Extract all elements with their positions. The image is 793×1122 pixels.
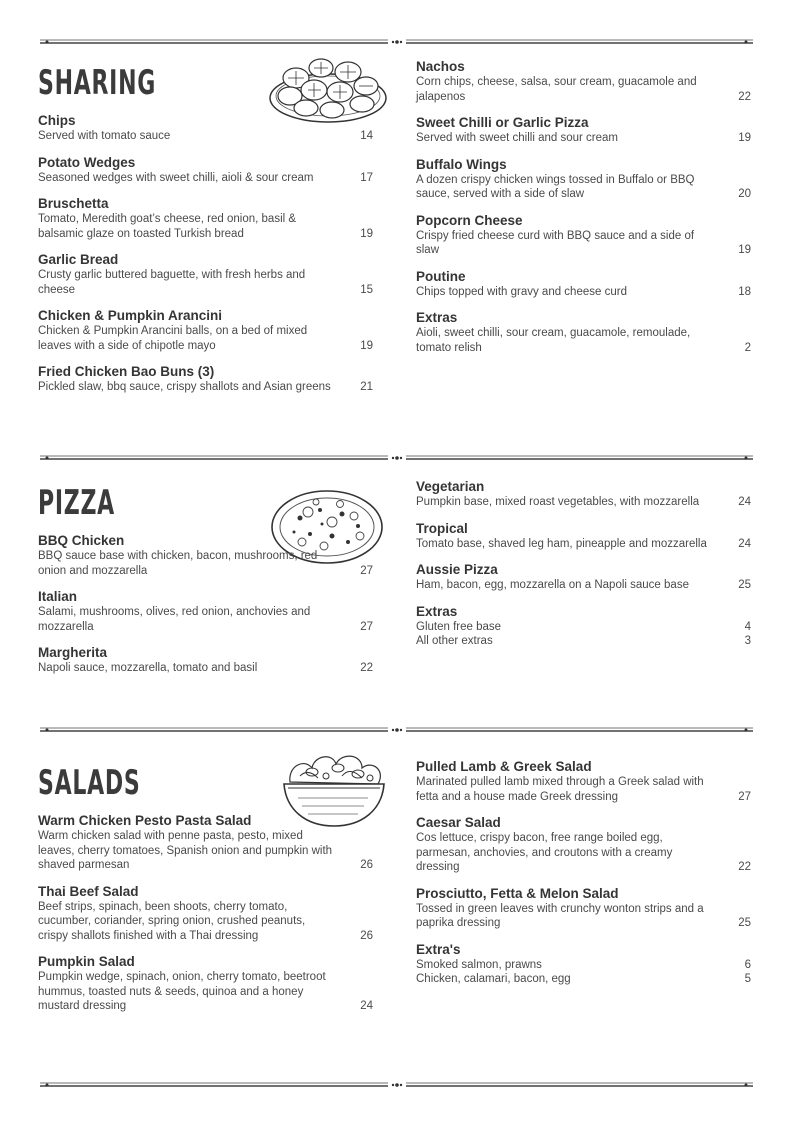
item-name: Extras [416,603,458,619]
item-price: 24 [360,1000,373,1012]
item-description: Ham, bacon, egg, mozzarella on a Napoli sauce base [416,579,689,591]
sharing-right-column [416,58,751,365]
item-price: 15 [360,283,373,296]
extra-line [416,958,751,973]
item-name: Extra's [416,941,461,957]
menu-item [38,812,373,873]
menu-item [38,363,373,395]
item-price: 25 [738,579,751,591]
menu-item [416,114,751,146]
item-name: Potato Wedges [38,154,136,170]
item-name: Prosciutto, Fetta & Melon Salad [416,885,619,901]
item-price: 21 [360,381,373,393]
extra-text: Smoked salmon, prawns [416,958,542,971]
item-price: 22 [738,90,751,103]
item-description: Tossed in green leaves with crunchy wonton strips and a paprika dressing [416,902,704,929]
item-description: Cos lettuce, crispy bacon, free range boiled egg, parmesan, anchovies, and croutons with a creamy dressing [416,832,673,873]
item-name: Vegetarian [416,479,485,494]
menu-item [416,561,751,593]
menu-item [38,251,373,297]
item-name: Sweet Chilli or Garlic Pizza [416,115,589,130]
item-description: Corn chips, cheese, salsa, sour cream, guacamole and jalapenos [416,76,697,103]
item-description: BBQ sauce base with chicken, bacon, mushrooms, red onion and mozzarella [38,550,318,577]
menu-item [38,644,373,676]
item-price: 27 [360,620,373,633]
item-price: 19 [738,244,751,256]
item-description: Aioli, sweet chilli, sour cream, guacamole, remoulade, tomato relish [416,327,691,354]
menu-item-extras [416,603,751,649]
item-description: Crusty garlic buttered baguette, with fresh herbs and cheese [38,269,306,296]
item-name: Garlic Bread [38,252,119,267]
menu-item [416,814,751,875]
salads-right-column [416,758,751,997]
extra-text: Chicken, calamari, bacon, egg [416,973,571,985]
item-name: Italian [38,589,78,604]
item-name: Buffalo Wings [416,156,507,172]
section-divider [40,726,753,734]
sharing-left-column [38,58,373,405]
item-name: BBQ Chicken [38,533,125,548]
item-price: 2 [744,341,751,354]
section-divider [40,454,753,462]
item-name: Poutine [416,268,466,284]
section-title-pizza: PIZZA [38,483,115,523]
item-price: 19 [360,339,373,352]
extra-text: Gluten free base [416,620,502,633]
item-name: Pumpkin Salad [38,954,135,969]
pizza-left-column [38,478,373,686]
item-name: Bruschetta [38,196,109,211]
pizza-right-column [416,478,751,659]
menu-item [38,195,373,241]
menu-item [416,309,751,355]
item-description: Served with tomato sauce [38,130,171,142]
extra-line [416,634,751,649]
item-price: 19 [738,132,751,144]
menu-item [38,307,373,353]
item-name: Tropical [416,520,468,536]
item-name: Nachos [416,59,465,74]
section-title-salads: SALADS [38,763,141,803]
item-name: Warm Chicken Pesto Pasta Salad [38,813,252,828]
menu-item-extras [416,941,751,987]
item-price: 18 [738,285,751,298]
extra-price: 6 [744,958,751,971]
menu-item [416,478,751,510]
item-description: Pumpkin wedge, spinach, onion, cherry tomato, beetroot hummus, toasted nuts & seeds, quinoa and a honey mustard dressing [38,971,326,1012]
item-price: 26 [360,859,373,871]
item-description: Seasoned wedges with sweet chilli, aioli & sour cream [38,171,314,184]
extra-price: 4 [744,620,751,633]
item-price: 26 [360,929,373,942]
extra-line [416,620,751,635]
menu-item [38,883,373,944]
item-description: Tomato base, shaved leg ham, pineapple and mozzarella [416,537,707,550]
item-price: 24 [738,496,751,508]
item-description: Chicken & Pumpkin Arancini balls, on a bed of mixed leaves with a side of chipotle mayo [38,325,308,352]
item-description: Napoli sauce, mozzarella, tomato and basil [38,662,258,674]
extra-price: 5 [744,973,751,985]
item-price: 19 [360,227,373,240]
item-price: 24 [738,537,751,550]
item-name: Popcorn Cheese [416,212,523,228]
item-description: Pickled slaw, bbq sauce, crispy shallots and Asian greens [38,381,331,393]
item-description: A dozen crispy chicken wings tossed in Buffalo or BBQ sauce, served with a side of slaw [416,173,695,200]
item-name: Pulled Lamb & Greek Salad [416,759,592,774]
menu-item [416,58,751,104]
section-title-sharing: SHARING [38,63,157,103]
item-description: Beef strips, spinach, been shoots, cherry tomato, cucumber, coriander, spring onion, crushed peanuts, crispy shallots finished with a Thai dressing [38,900,306,942]
menu-item [416,885,751,931]
menu-item [38,953,373,1014]
menu-item [38,588,373,634]
item-description: Marinated pulled lamb mixed through a Greek salad with fetta and a house made Greek dressing [416,776,704,803]
item-name: Chips [38,113,76,128]
item-price: 14 [360,130,373,142]
item-description: Warm chicken salad with penne pasta, pesto, mixed leaves, cherry tomatoes, Spanish onion and pumpkin with shaved parmesan [38,830,333,871]
extra-text: All other extras [416,635,493,647]
item-name: Thai Beef Salad [38,883,139,899]
item-description: Served with sweet chilli and sour cream [416,132,618,144]
section-divider [40,38,753,46]
item-description: Chips topped with gravy and cheese curd [416,285,627,298]
menu-item [416,212,751,258]
item-name: Aussie Pizza [416,562,498,577]
extra-price: 3 [744,635,751,647]
item-price: 27 [360,564,373,577]
item-name: Caesar Salad [416,815,501,830]
item-price: 22 [360,662,373,674]
salads-left-column [38,758,373,1024]
menu-item [416,268,751,300]
item-price: 20 [738,188,751,200]
item-description: Salami, mushrooms, olives, red onion, anchovies and mozzarella [38,606,311,633]
menu-item [416,520,751,552]
item-name: Margherita [38,645,108,660]
menu-item [38,112,373,144]
item-name: Fried Chicken Bao Buns (3) [38,364,215,379]
item-price: 17 [360,171,373,184]
menu-item [38,154,373,186]
menu-item [38,532,373,578]
item-description: Crispy fried cheese curd with BBQ sauce and a side of slaw [416,229,695,256]
item-description: Pumpkin base, mixed roast vegetables, with mozzarella [416,496,700,508]
extra-line [416,972,751,987]
menu-item [416,758,751,804]
menu-item [416,156,751,202]
item-price: 22 [738,861,751,873]
item-description: Tomato, Meredith goat’s cheese, red onion, basil & balsamic glaze on toasted Turkish bread [38,213,297,240]
item-price: 25 [738,917,751,929]
item-name: Chicken & Pumpkin Arancini [38,308,223,323]
item-name: Extras [416,310,458,325]
section-divider [40,1081,753,1089]
item-price: 27 [738,790,751,803]
